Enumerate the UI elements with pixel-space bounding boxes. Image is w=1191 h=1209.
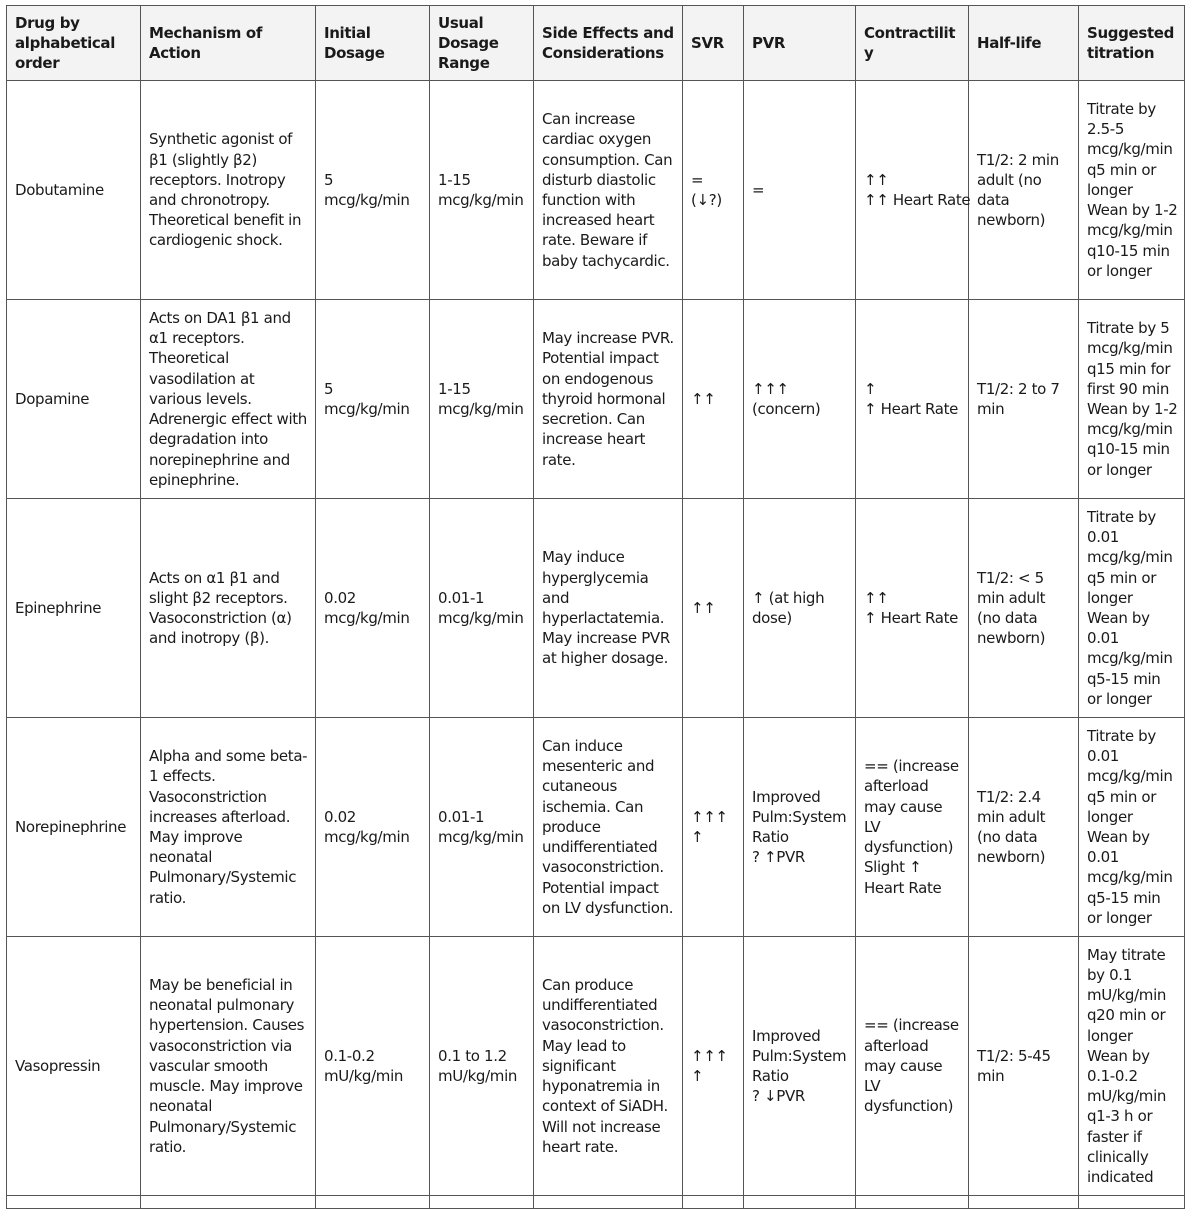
contractility-line: ↑↑ Heart Rate <box>864 191 971 209</box>
usual-dosage-cell: 0.01-1 mcg/kg/min <box>430 499 534 718</box>
contractility-cell <box>856 300 969 499</box>
titration-cell <box>1079 81 1185 300</box>
table-row <box>7 937 1185 1196</box>
pvr-cell: ↑↑↑ (concern) <box>744 300 856 499</box>
header-row <box>7 6 1185 81</box>
side-effects-cell: Can produce undifferentiated vasoconstriction. May lead to significant hyponatremia in context of SiADH. Will not increase heart rate. <box>534 937 683 1196</box>
titration-cell <box>1079 718 1185 937</box>
initial-dosage-cell: 5 mcg/kg/min <box>316 81 430 300</box>
titration-up: Titrate by 2.5-5 mcg/kg/min q5 min or longer <box>1087 100 1173 199</box>
table-row <box>7 499 1185 718</box>
mechanism-cell: Alpha and some beta-1 effects. Vasoconstriction increases afterload. May improve neonatal Pulmonary/Systemic ratio. <box>141 718 316 937</box>
side-effects-cell: May induce hyperglycemia and hyperlactatemia. May increase PVR at higher dosage. <box>534 499 683 718</box>
header-side-effects: Side Effects and Considerations <box>534 6 683 81</box>
pvr-ratio: Improved Pulm:System Ratio <box>752 787 847 846</box>
svr-cell: = (↓?) <box>683 81 744 300</box>
drug-name: Norepinephrine <box>7 718 141 937</box>
half-life-cell: T1/2: 2 min adult (no data newborn) <box>969 81 1079 300</box>
titration-wean: Wean by 0.01 mcg/kg/min q5-15 min or longer <box>1087 609 1173 708</box>
header-drug: Drug by alphabetical order <box>7 6 141 81</box>
titration-wean: Wean by 0.01 mcg/kg/min q5-15 min or longer <box>1087 828 1173 927</box>
usual-dosage-cell: 1-15 mcg/kg/min <box>430 300 534 499</box>
mechanism-cell: Acts on DA1 β1 and α1 receptors. Theoretical vasodilation at various levels. Adrenergic effect with degradation into norepinephrine and epinephrine. <box>141 300 316 499</box>
header-contractility: Contractility <box>856 6 969 81</box>
initial-dosage-cell: 0.02 mcg/kg/min <box>316 499 430 718</box>
initial-dosage-cell: 0.1-0.2 mU/kg/min <box>316 937 430 1196</box>
table-row <box>7 300 1185 499</box>
half-life-cell: T1/2: 5-45 min <box>969 937 1079 1196</box>
contractility-cell <box>856 937 969 1196</box>
mechanism-cell: Acts on α1 β1 and slight β2 receptors. Vasoconstriction (α) and inotropy (β). <box>141 499 316 718</box>
usual-dosage-cell: 0.01-1 mcg/kg/min <box>430 718 534 937</box>
half-life-cell: T1/2: < 5 min adult (no data newborn) <box>969 499 1079 718</box>
titration-wean: Wean by 1-2 mcg/kg/min q10-15 min or longer <box>1087 400 1178 479</box>
header-usual-dosage: Usual Dosage Range <box>430 6 534 81</box>
header-initial-dosage: Initial Dosage <box>316 6 430 81</box>
contractility-cell <box>856 81 969 300</box>
drug-name: Vasopressin <box>7 937 141 1196</box>
titration-cell <box>1079 499 1185 718</box>
contractility-line: ↑ Heart Rate <box>864 400 959 418</box>
titration-wean: Wean by 1-2 mcg/kg/min q10-15 min or longer <box>1087 201 1178 280</box>
drug-name: Epinephrine <box>7 499 141 718</box>
initial-dosage-cell: 5 mcg/kg/min <box>316 300 430 499</box>
half-life-cell: T1/2: 2.4 min adult (no data newborn) <box>969 718 1079 937</box>
mechanism-cell: May be beneficial in neonatal pulmonary hypertension. Causes vasoconstriction via vascular smooth muscle. May improve neonatal Pulmonary/Systemic ratio. <box>141 937 316 1196</box>
header-svr: SVR <box>683 6 744 81</box>
table-header <box>7 6 1185 81</box>
drug-name: Dobutamine <box>7 81 141 300</box>
contractility-line: ↑ Heart Rate <box>864 609 959 627</box>
mechanism-cell: Synthetic agonist of β1 (slightly β2) receptors. Inotropy and chronotropy. Theoretical benefit in cardiogenic shock. <box>141 81 316 300</box>
side-effects-cell: Can increase cardiac oxygen consumption. Can disturb diastolic function with increased heart rate. Beware if baby tachycardic. <box>534 81 683 300</box>
svr-cell: ↑↑↑↑ <box>683 718 744 937</box>
pvr-change: ? ↓PVR <box>752 1087 805 1106</box>
header-half-life: Half-life <box>969 6 1079 81</box>
contractility-line: == (increase afterload may cause LV dysfunction) <box>864 757 959 857</box>
table-row <box>7 81 1185 300</box>
table-row-continued <box>7 1196 1185 1209</box>
pvr-cell <box>744 937 856 1196</box>
contractility-line: ↑↑ <box>864 588 889 607</box>
pvr-cell: = <box>744 81 856 300</box>
titration-cell <box>1079 937 1185 1196</box>
titration-cell <box>1079 300 1185 499</box>
contractility-cell <box>856 718 969 937</box>
pvr-cell: ↑ (at high dose) <box>744 499 856 718</box>
vasoactive-drug-table <box>6 5 1185 1209</box>
titration-wean: Wean by 0.1-0.2 mU/kg/min q1-3 h or faster if clinically indicated <box>1087 1046 1167 1187</box>
usual-dosage-cell: 1-15 mcg/kg/min <box>430 81 534 300</box>
usual-dosage-cell: 0.1 to 1.2 mU/kg/min <box>430 937 534 1196</box>
pvr-ratio: Improved Pulm:System Ratio <box>752 1026 847 1085</box>
contractility-cell <box>856 499 969 718</box>
titration-up: Titrate by 5 mcg/kg/min q15 min for first 90 min <box>1087 319 1173 398</box>
svr-cell: ↑↑ <box>683 300 744 499</box>
titration-up: Titrate by 0.01 mcg/kg/min q5 min or longer <box>1087 507 1173 607</box>
table-row <box>7 718 1185 937</box>
contractility-line: ↑ <box>864 379 877 398</box>
contractility-line: ↑↑ <box>864 170 889 189</box>
side-effects-cell: May increase PVR. Potential impact on endogenous thyroid hormonal secretion. Can increase heart rate. <box>534 300 683 499</box>
initial-dosage-cell: 0.02 mcg/kg/min <box>316 718 430 937</box>
svr-cell: ↑↑↑↑ <box>683 937 744 1196</box>
header-titration: Suggested titration <box>1079 6 1185 81</box>
drug-name: Dopamine <box>7 300 141 499</box>
pvr-cell <box>744 718 856 937</box>
titration-up: Titrate by 0.01 mcg/kg/min q5 min or longer <box>1087 726 1173 826</box>
pvr-change: ? ↑PVR <box>752 848 805 867</box>
half-life-cell: T1/2: 2 to 7 min <box>969 300 1079 499</box>
side-effects-cell: Can induce mesenteric and cutaneous ischemia. Can produce undifferentiated vasoconstriction. Potential impact on LV dysfunction. <box>534 718 683 937</box>
svr-cell: ↑↑ <box>683 499 744 718</box>
titration-up: May titrate by 0.1 mU/kg/min q20 min or longer <box>1087 945 1167 1045</box>
contractility-line: Slight ↑ Heart Rate <box>864 858 942 897</box>
contractility-line: == (increase afterload may cause LV dysfunction) <box>864 1016 959 1116</box>
header-pvr: PVR <box>744 6 856 81</box>
header-mechanism: Mechanism of Action <box>141 6 316 81</box>
